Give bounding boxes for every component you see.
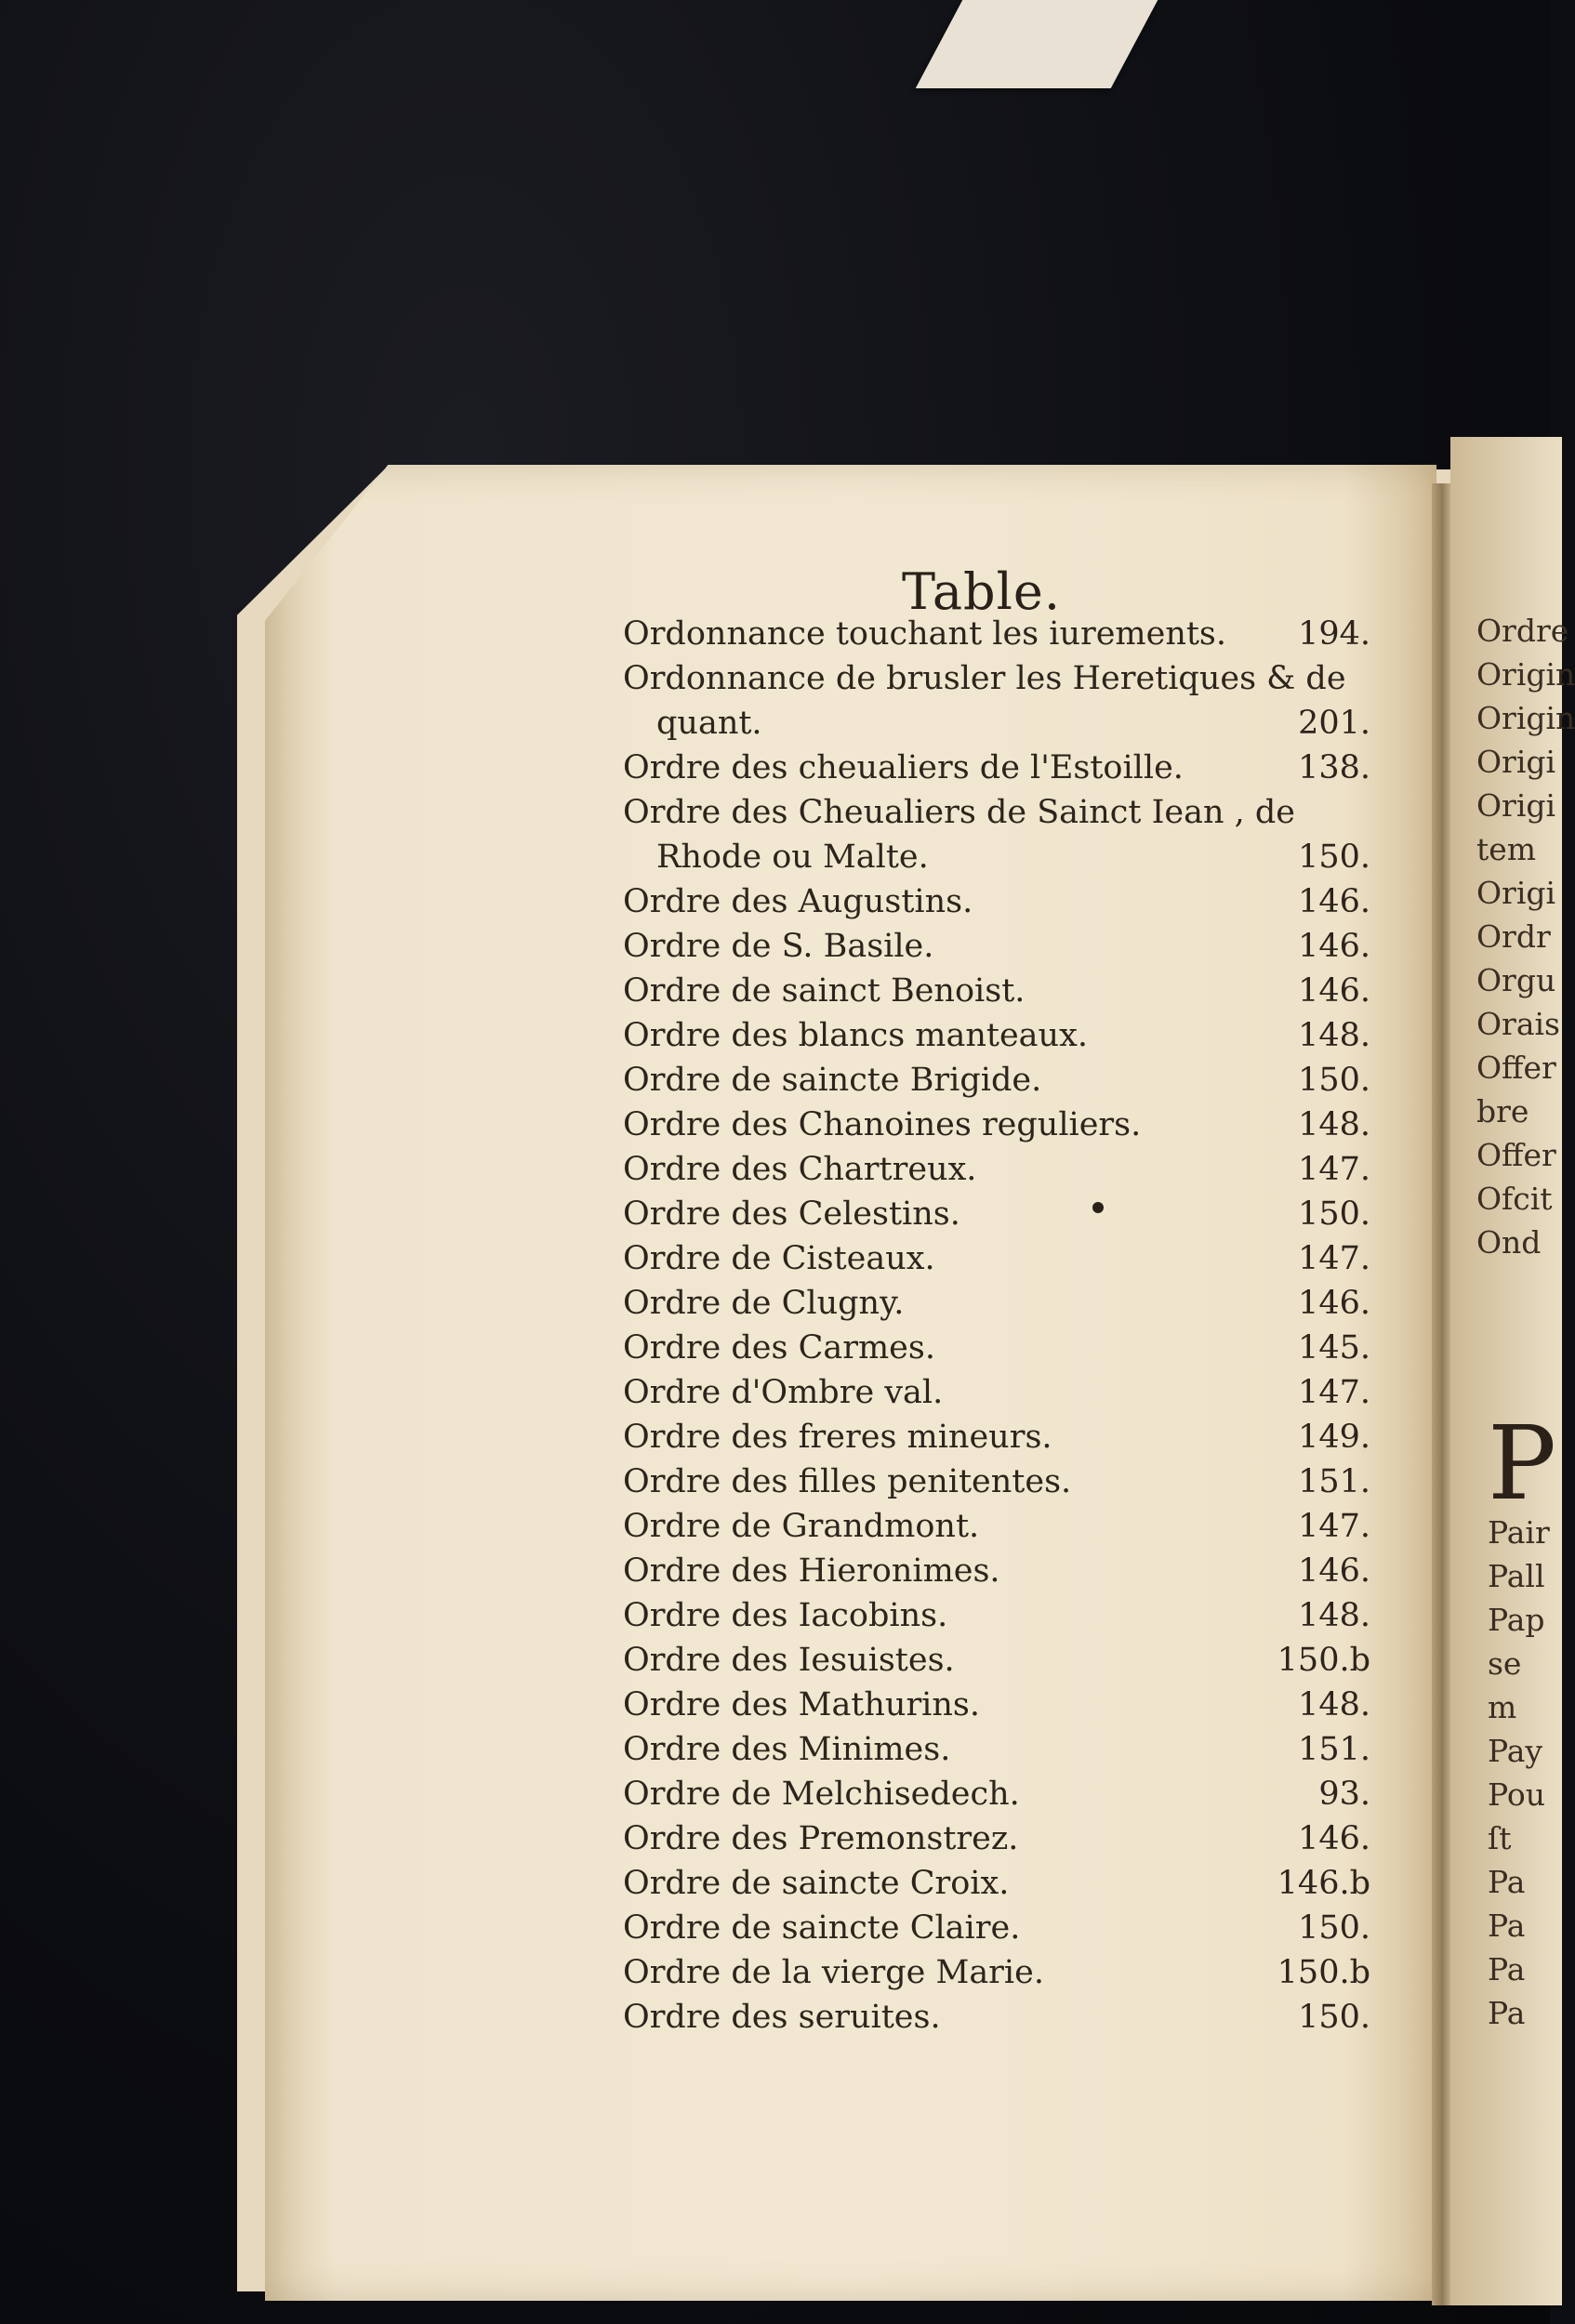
entry-label: Ordre des Chanoines reguliers. [623,1106,1142,1143]
facing-line: Ordr [1476,918,1551,955]
facing-line: Pa [1488,1864,1526,1900]
facing-line: Pa [1488,1995,1526,2031]
index-entry [623,1999,1395,2043]
page-title: Table. [902,562,1061,621]
index-entry [623,1285,1395,1329]
facing-line: Pap [1488,1602,1545,1638]
index-entry [623,1552,1395,1597]
entry-label: Ordonnance touchant les iurements. [623,615,1227,653]
entry-label: Ordre des Hieronimes. [623,1552,1000,1590]
entry-label: Ordre de saincte Claire. [623,1909,1021,1947]
index-entry [623,1419,1395,1463]
index-entry [623,972,1395,1017]
facing-line: Orgu [1476,962,1556,998]
entry-label: Ordre des Iacobins. [623,1597,948,1634]
entry-label: Ordre des Premonstrez. [623,1820,1019,1857]
entry-page-number: 138. [1298,749,1370,786]
facing-line: Pay [1488,1733,1543,1769]
entry-label: Ordre des blancs manteaux. [623,1017,1088,1054]
entry-page-number: 146. [1298,883,1370,920]
entry-label: Ordre des Minimes. [623,1731,951,1768]
entry-page-number: 148. [1298,1686,1370,1723]
entry-label: Ordre d'Ombre val. [623,1374,944,1411]
index-entry [623,794,1395,883]
facing-line: Orais [1476,1006,1560,1042]
entry-label: Ordre de Melchisedech. [623,1776,1020,1813]
facing-line: Offer [1476,1137,1556,1173]
entry-label: Ordre des Cheualiers de Sainct Iean , de [623,794,1296,831]
index-entry [623,1374,1395,1419]
entry-page-number: 145. [1298,1329,1370,1367]
entry-label: Ordre de Cisteaux. [623,1240,935,1277]
entry-page-number: 148. [1298,1597,1370,1634]
index-entry [623,1062,1395,1106]
index-entry [623,1642,1395,1686]
facing-line: Ofcit [1476,1181,1553,1217]
index-entries [623,615,1395,2043]
entry-page-number: 146. [1298,1552,1370,1590]
index-entry [623,883,1395,928]
entry-page-number: 194. [1298,615,1370,653]
index-entry [623,1731,1395,1776]
facing-line: Offer [1476,1050,1556,1086]
facing-page-text-bottom [1488,1511,1550,2035]
index-entry [623,1240,1395,1285]
book-gutter [1432,483,1452,2305]
entry-page-number: 146.b [1277,1865,1370,1902]
index-entry [623,1463,1395,1508]
entry-label: Ordre des freres mineurs. [623,1419,1052,1456]
facing-line: Origi [1476,875,1556,911]
entry-label: Ordre des Carmes. [623,1329,935,1367]
facing-line: tem [1476,831,1537,867]
index-entry [623,1508,1395,1552]
entry-page-number: 146. [1298,1820,1370,1857]
index-entry [623,1106,1395,1151]
index-entry [623,1151,1395,1195]
index-entry [623,1865,1395,1909]
entry-continuation: Rhode ou Malte. [656,838,929,876]
index-entry [623,1686,1395,1731]
entry-page-number: 147. [1298,1151,1370,1188]
entry-label: Ordre de Clugny. [623,1285,905,1322]
entry-page-number: 148. [1298,1017,1370,1054]
entry-label: Ordre de Grandmont. [623,1508,980,1545]
entry-label: Ordre des cheualiers de l'Estoille. [623,749,1184,786]
facing-line: Origin [1476,700,1575,736]
index-entry [623,1954,1395,1999]
facing-page-text-top [1476,609,1575,1264]
index-entry [623,660,1395,749]
index-entry [623,1329,1395,1374]
index-entry [623,1820,1395,1865]
index-entry [623,1597,1395,1642]
facing-line: Origi [1476,744,1556,780]
facing-line: Ond [1476,1224,1542,1261]
entry-label: Ordre de la vierge Marie. [623,1954,1044,1991]
entry-page-number: 150.b [1277,1642,1370,1679]
entry-page-number: 151. [1298,1731,1370,1768]
facing-line: ſt [1488,1820,1512,1856]
facing-line: m [1488,1689,1517,1725]
facing-page-initial: P [1488,1404,1557,1523]
entry-label: Ordre de saincte Brigide. [623,1062,1042,1099]
facing-line: se [1488,1645,1522,1682]
entry-label: Ordre des seruites. [623,1999,941,2036]
entry-label: Ordre de S. Basile. [623,928,934,965]
facing-line: Pa [1488,1908,1526,1944]
entry-page-number: 148. [1298,1106,1370,1143]
entry-page-number: 150.b [1277,1954,1370,1991]
entry-continuation: quant. [656,705,762,742]
entry-label: Ordonnance de brusler les Heretiques & de [623,660,1346,697]
entry-page-number: 147. [1298,1240,1370,1277]
facing-line: Ordre [1476,613,1569,649]
entry-page-number: 147. [1298,1508,1370,1545]
entry-page-number: 93. [1318,1776,1370,1813]
index-entry [623,1017,1395,1062]
index-entry [623,1195,1395,1240]
index-entry [623,749,1395,794]
entry-label: Ordre des Mathurins. [623,1686,981,1723]
facing-line: bre [1476,1093,1529,1129]
facing-line: Origin [1476,656,1575,693]
entry-page-number: 150. [1298,1062,1370,1099]
entry-label: Ordre des Chartreux. [623,1151,977,1188]
facing-line: Origi [1476,787,1556,824]
entry-page-number: 149. [1298,1419,1370,1456]
entry-page-number: 150. [1298,1909,1370,1947]
index-entry [623,1909,1395,1954]
entry-page-number: 201. [1298,705,1370,742]
ink-spot [1092,1202,1104,1213]
entry-label: Ordre des Celestins. [623,1195,960,1233]
entry-label: Ordre des Augustins. [623,883,973,920]
entry-page-number: 146. [1298,972,1370,1010]
index-entry [623,1776,1395,1820]
entry-page-number: 147. [1298,1374,1370,1411]
index-entry [623,928,1395,972]
facing-line: Pa [1488,1951,1526,1987]
facing-line: Pall [1488,1558,1545,1594]
facing-line: Pair [1488,1514,1550,1551]
entry-page-number: 146. [1298,928,1370,965]
entry-label: Ordre des filles penitentes. [623,1463,1072,1500]
entry-page-number: 150. [1298,1195,1370,1233]
entry-label: Ordre de sainct Benoist. [623,972,1026,1010]
entry-page-number: 150. [1298,838,1370,876]
entry-label: Ordre des Iesuistes. [623,1642,955,1679]
entry-page-number: 150. [1298,1999,1370,2036]
entry-page-number: 146. [1298,1285,1370,1322]
entry-label: Ordre de saincte Croix. [623,1865,1010,1902]
index-entry [623,615,1395,660]
facing-line: Pou [1488,1776,1545,1813]
entry-page-number: 151. [1298,1463,1370,1500]
